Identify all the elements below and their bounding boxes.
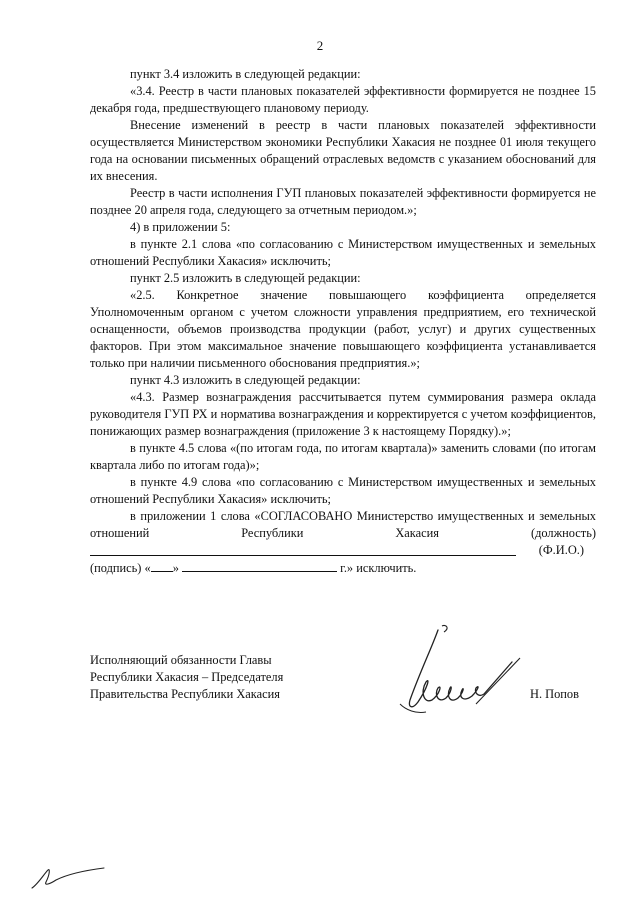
paragraph: в пункте 4.9 слова «по согласованию с Министерством имущественных и земельных отношений Республики Хакасия» исключить; [90,475,596,506]
title-line: Правительства Республики Хакасия [90,687,280,701]
paragraph: «3.4. Реестр в части плановых показателей эффективности формируется не позднее 15 декабря года, предшествующего плановому периоду. [90,84,596,115]
blank-rule [90,555,516,556]
sign-prefix: (подпись) « [90,561,151,575]
handwritten-signature-icon [380,622,530,732]
paragraph: Внесение изменений в реестр в части плановых показателей эффективности осуществляется Министерством экономики Республики Хакасия не позднее 01 июля текущего года на основании письменных обращений отраслевых ведомств с указанием обоснований для их внесения. [90,118,596,183]
paragraph: «4.3. Размер вознаграждения рассчитывается путем суммирования размера оклада руководителя ГУП РХ и норматива вознаграждения и корректируется с учетом коэффициентов, понижающих размер вознаграждения (приложение 3 к настоящему Порядку).»; [90,390,596,438]
page-number: 2 [316,38,324,53]
paragraph: Реестр в части исполнения ГУП плановых показателей эффективности формируется не позднее 20 апреля года, следующего за отчетным периодом.»; [90,186,596,217]
title-line: Исполняющий обязанности Главы [90,653,272,667]
paragraph: в приложении 1 слова «СОГЛАСОВАНО Министерство имущественных и земельных отношений Республики Хакасия (должность) [90,509,596,540]
paragraph: «2.5. Конкретное значение повышающего коэффициента определяется Уполномоченным органом с учетом сложности управления предприятием, его технической оснащенности, объемов производства продукции (работ, услуг) и других существенных факторов. При этом максимальное значение повышающего коэффициента устанавливается только при наличии письменного обоснования предприятия.»; [90,288,596,370]
paragraph: пункт 2.5 изложить в следующей редакции: [130,271,361,285]
signature-date-line [90,559,596,577]
sign-suffix: г.» исключить. [340,561,417,575]
paragraph: 4) в приложении 5: [130,220,231,234]
fio-blank-line [90,542,596,559]
month-blank [182,559,337,572]
day-blank [151,559,173,572]
paragraph: пункт 4.3 изложить в следующей редакции: [130,373,361,387]
paragraph: пункт 3.4 изложить в следующей редакции: [130,67,361,81]
signature-block [90,652,596,703]
signer-name: Н. Попов [530,687,579,701]
sign-middle: » [172,561,179,575]
document-body [90,66,596,577]
handwritten-initials-icon [28,862,108,892]
paragraph: в пункте 4.5 слова «(по итогам года, по итогам квартала)» заменить словами (по итогам квартала либо по итогам года)»; [90,441,596,472]
title-line: Республики Хакасия – Председателя [90,670,284,684]
paragraph: в пункте 2.1 слова «по согласованию с Министерством имущественных и земельных отношений Республики Хакасия» исключить; [90,237,596,268]
fio-label: (Ф.И.О.) [538,543,584,557]
